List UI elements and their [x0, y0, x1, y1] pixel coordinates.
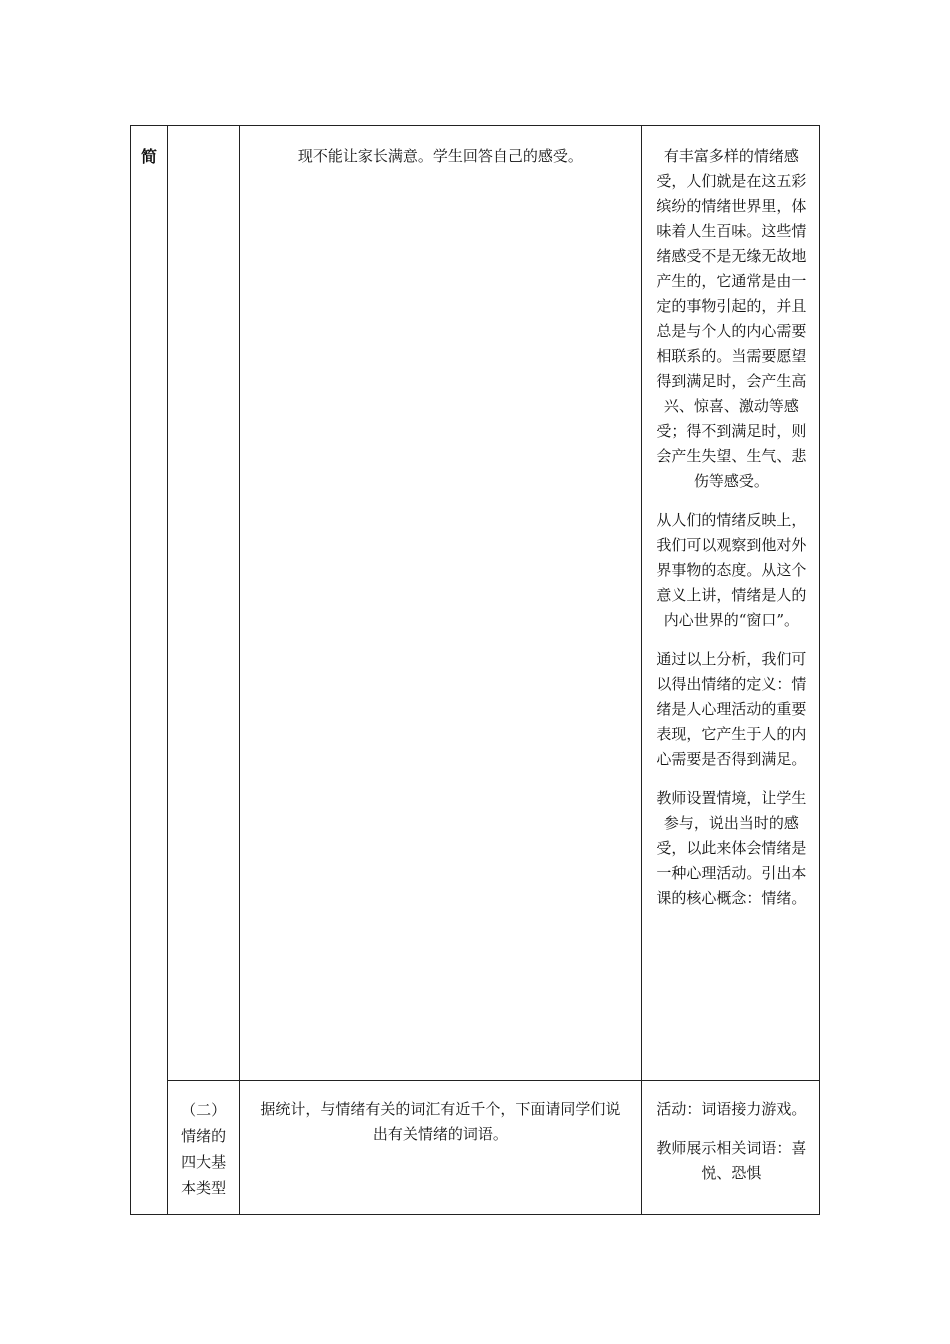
- side-label: 简: [141, 147, 158, 166]
- note-paragraph: 活动：词语接力游戏。: [656, 1100, 807, 1118]
- notes-cell: [641, 126, 819, 1081]
- content-cell: [240, 1081, 642, 1215]
- side-label-cell: [131, 126, 168, 1215]
- note-paragraph: 教师设置情境，让学生参与，说出当时的感受，以此来体会情绪是一种心理活动。引出本课的核心概念：情绪。: [656, 789, 807, 907]
- section-title: （二）情绪的四大基本类型: [181, 1101, 227, 1197]
- content-cell: [240, 126, 642, 1081]
- section-title: [168, 126, 239, 142]
- content-text: 据统计，与情绪有关的词汇有近千个，下面请同学们说出有关情绪的词语。: [260, 1100, 621, 1143]
- table-row: [131, 1081, 820, 1215]
- note-paragraph: 通过以上分析，我们可以得出情绪的定义：情绪是人心理活动的重要表现，它产生于人的内心需要是否得到满足。: [656, 650, 807, 768]
- lesson-plan-table: [130, 125, 820, 1215]
- section-cell: [168, 126, 240, 1081]
- content-text: 现不能让家长满意。学生回答自己的感受。: [297, 147, 583, 165]
- note-paragraph: 从人们的情绪反映上，我们可以观察到他对外界事物的态度。从这个意义上讲，情绪是人的内心世界的“窗口”。: [656, 511, 807, 629]
- note-paragraph: 有丰富多样的情绪感受，人们就是在这五彩缤纷的情绪世界里，体味着人生百味。这些情绪感受不是无缘无故地产生的，它通常是由一定的事物引起的，并且总是与个人的内心需要相联系的。当需要愿望得到满足时，会产生高兴、惊喜、激动等感受；得不到满足时，则会产生失望、生气、悲伤等感受。: [656, 147, 807, 490]
- notes-block: [642, 126, 819, 911]
- notes-block: [642, 1081, 819, 1186]
- table-row: [131, 126, 820, 1081]
- notes-cell: [641, 1081, 819, 1215]
- section-cell: [168, 1081, 240, 1215]
- note-paragraph: 教师展示相关词语：喜悦、恐惧: [656, 1139, 807, 1182]
